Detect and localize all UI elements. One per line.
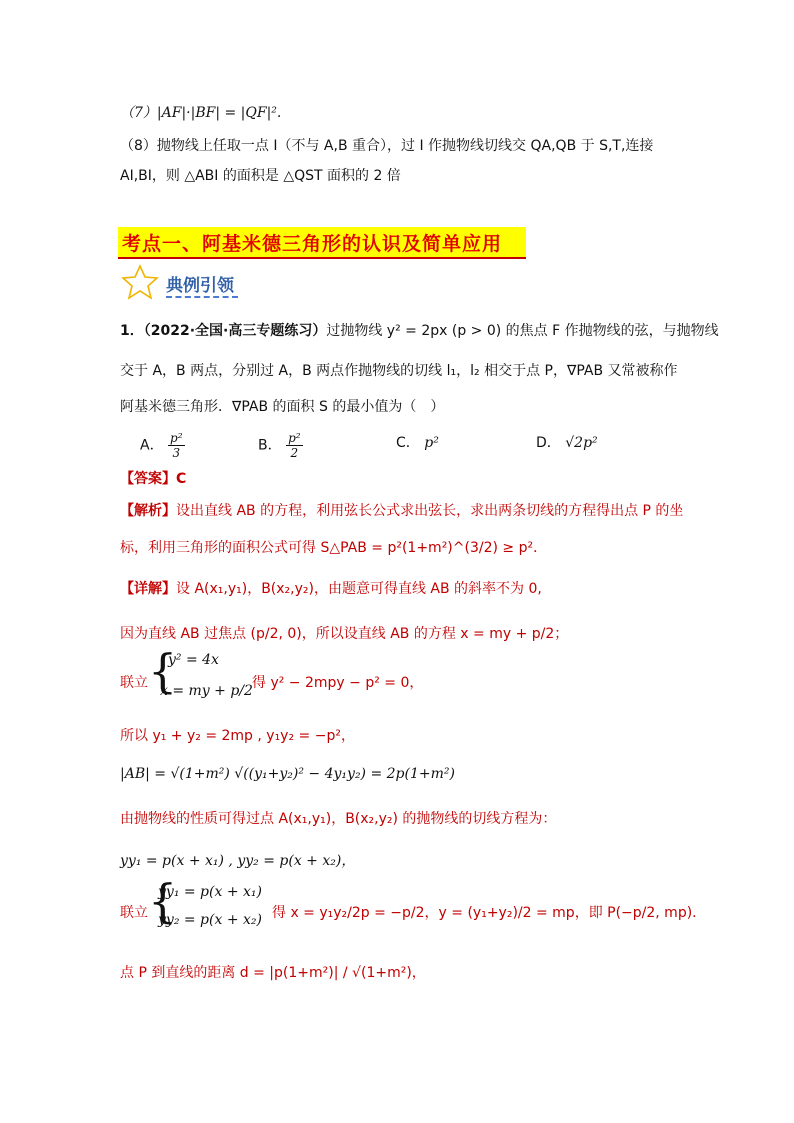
property-8-line1: （8）抛物线上任取一点 I（不与 A,B 重合），过 I 作抛物线切线交 QA,QB 于 S,T,连接 bbox=[120, 138, 654, 154]
system1-brace: { bbox=[148, 644, 178, 698]
detail-line2: 因为直线 AB 过焦点 (p/2, 0)，所以设直线 AB 的方程 x = my + p/2； bbox=[120, 626, 569, 642]
analysis-line1-text: 设出直线 AB 的方程，利用弦长公式求出弦长，求出两条切线的方程得出点 P 的坐 bbox=[176, 503, 684, 519]
example-header-underline bbox=[166, 296, 238, 298]
choice-c-label: C． bbox=[396, 435, 420, 451]
detail-line6: 由抛物线的性质可得过点 A(x₁,y₁)，B(x₂,y₂) 的抛物线的切线方程为： bbox=[120, 811, 557, 827]
choice-a-num: p² bbox=[170, 431, 183, 445]
answer-tag: 【答案】 bbox=[120, 471, 176, 487]
detail-line7: yy₁ = p(x + x₁) , yy₂ = p(x + x₂)， bbox=[120, 853, 356, 869]
system1-eq1: y² = 4x bbox=[168, 652, 219, 668]
choice-c[interactable] bbox=[396, 432, 439, 452]
problem-line1-text: 过抛物线 y² = 2px (p > 0) 的焦点 F 作抛物线的弦，与抛物线 bbox=[326, 323, 719, 339]
star-icon bbox=[120, 264, 160, 300]
system2-result: 得 x = y₁y₂/2p = −p/2，y = (y₁+y₂)/2 = mp，即 P(−p/2, mp)． bbox=[272, 905, 707, 921]
analysis-line1 bbox=[120, 500, 683, 520]
choice-a-fraction bbox=[168, 431, 185, 460]
answer-line bbox=[120, 468, 186, 488]
choice-b-num: p² bbox=[288, 431, 301, 445]
problem-source: （2022·全国·高三专题练习） bbox=[143, 323, 327, 339]
choice-a-label: A． bbox=[140, 437, 164, 454]
section-title: 考点一、阿基米德三角形的认识及简单应用 bbox=[122, 233, 503, 255]
analysis-tag: 【解析】 bbox=[120, 503, 176, 519]
detail-line9: 点 P 到直线的距离 d = |p(1+m²)| / √(1+m²)， bbox=[120, 965, 426, 981]
detail-line4: 所以 y₁ + y₂ = 2mp , y₁y₂ = −p²， bbox=[120, 728, 355, 744]
system2-eq2: yy₂ = p(x + x₂) bbox=[158, 912, 262, 928]
answer-value: C bbox=[176, 471, 187, 487]
section-banner bbox=[118, 227, 526, 259]
system1-result: 得 y² − 2mpy − p² = 0， bbox=[252, 675, 424, 691]
problem-line2: 交于 A，B 两点，分别过 A，B 两点作抛物线的切线 l₁，l₂ 相交于点 P，∇PAB 又常被称作 bbox=[120, 363, 678, 379]
problem-number: 1． bbox=[120, 323, 144, 339]
choice-d-label: D． bbox=[536, 435, 561, 451]
problem-line1 bbox=[120, 320, 719, 340]
system2-eq1: yy₁ = p(x + x₁) bbox=[158, 884, 262, 900]
choice-a[interactable] bbox=[140, 431, 185, 460]
problem-line3: 阿基米德三角形．∇PAB 的面积 S 的最小值为（ ） bbox=[120, 399, 445, 415]
detail-line5: |AB| = √(1+m²) √((y₁+y₂)² − 4y₁y₂) = 2p(1+m²) bbox=[120, 766, 455, 782]
system2-brace: { bbox=[148, 874, 178, 928]
property-8-line2: AI,BI，则 △ABI 的面积是 △QST 面积的 2 倍 bbox=[120, 168, 401, 184]
choice-d[interactable] bbox=[536, 432, 598, 452]
choice-b-label: B． bbox=[258, 437, 282, 454]
choice-b-den: 2 bbox=[290, 446, 299, 460]
choice-c-value: p² bbox=[424, 435, 439, 451]
property-7: （7）|AF|·|BF| = |QF|². bbox=[120, 105, 282, 121]
system1-eq2: x = my + p/2 bbox=[160, 683, 253, 699]
choice-a-den: 3 bbox=[172, 446, 181, 460]
choice-d-value: √2p² bbox=[565, 435, 598, 451]
detail-line1 bbox=[120, 578, 542, 598]
choice-b-fraction bbox=[286, 431, 303, 460]
example-header-title: 典例引领 bbox=[166, 276, 234, 296]
detail-lianli-1: 联立 bbox=[120, 675, 148, 691]
detail-line1-text: 设 A(x₁,y₁)，B(x₂,y₂)，由题意可得直线 AB 的斜率不为 0, bbox=[176, 581, 542, 597]
detail-tag: 【详解】 bbox=[120, 581, 176, 597]
choice-b[interactable] bbox=[258, 431, 303, 460]
detail-lianli-2: 联立 bbox=[120, 905, 148, 921]
analysis-line2: 标，利用三角形的面积公式可得 S△PAB = p²(1+m²)^(3/2) ≥ p²． bbox=[120, 540, 548, 556]
